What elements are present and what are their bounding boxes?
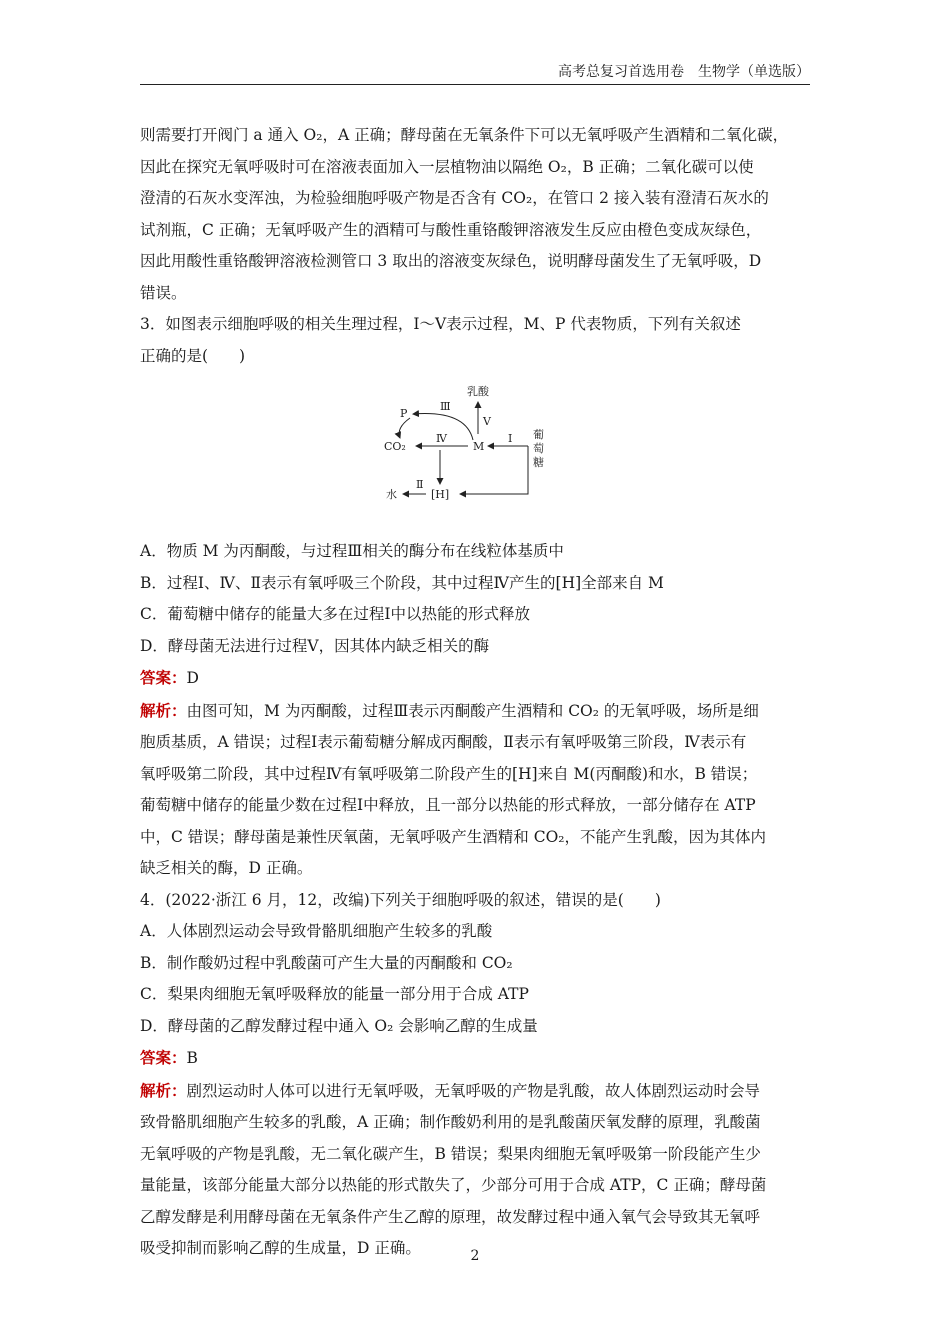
label-glucose-3: 糖: [533, 456, 544, 469]
label-iii: Ⅲ: [440, 400, 451, 413]
text-line: 则需要打开阀门 a 通入 O₂，A 正确；酵母菌在无氧条件下可以无氧呼吸产生酒精和二氧化碳，: [140, 126, 789, 144]
analysis-text: 剧烈运动时人体可以进行无氧呼吸，无氧呼吸的产物是乳酸，故人体剧烈运动时会导: [186, 1081, 761, 1100]
question-stem: 正确的是( ): [140, 346, 246, 365]
analysis-line: 葡萄糖中储存的能量少数在过程Ⅰ中释放，且一部分以热能的形式释放，一部分储存在 ATP: [140, 796, 756, 814]
option-c: C．梨果肉细胞无氧呼吸释放的能量一部分用于合成 ATP: [140, 985, 529, 1003]
answer-label: 答案：: [140, 1048, 187, 1067]
analysis-line: [140, 1075, 812, 1108]
analysis-line: 无氧呼吸的产物是乳酸，无二氧化碳产生，B 错误；梨果肉细胞无氧呼吸第一阶段能产生少: [140, 1144, 761, 1163]
text-line: 错误。: [140, 283, 187, 302]
arrow-p-co2: [399, 418, 410, 438]
answer-label: 答案：: [140, 668, 187, 687]
analysis-label: 解析：: [140, 700, 187, 720]
analysis-line: 氧呼吸第二阶段，其中过程Ⅳ有氧呼吸第二阶段产生的[H]来自 M(丙酮酸)和水，B 错误；: [140, 764, 758, 783]
answer-line: [140, 662, 812, 695]
text-line: 试剂瓶，C 正确；无氧呼吸产生的酒精可与酸性重铬酸钾溶液发生反应由橙色变成灰绿色，: [140, 220, 762, 239]
line-glucose-h: [460, 446, 528, 494]
header-title: 高考总复习首选用卷 生物学（单选版）: [558, 64, 810, 80]
label-v: Ⅴ: [483, 415, 491, 428]
answer-line: [140, 1042, 812, 1075]
label-lactic: 乳酸: [467, 385, 489, 398]
question-4: [140, 885, 812, 1265]
respiration-diagram: [140, 380, 812, 530]
text-line: 因此用酸性重铬酸钾溶液检测管口 3 取出的溶液变灰绿色，说明酵母菌发生了无氧呼吸，D: [140, 252, 762, 270]
option-d: D．酵母菌无法进行过程Ⅴ，因其体内缺乏相关的酶: [140, 636, 490, 655]
label-m: M: [473, 440, 485, 453]
label-h: [H]: [431, 488, 450, 501]
analysis-line: 缺乏相关的酶，D 正确。: [140, 859, 313, 877]
analysis-line: 乙醇发酵是利用酵母菌在无氧条件产生乙醇的原理，故发酵过程中通入氧气会导致其无氧呼: [140, 1207, 761, 1226]
prev-analysis: [140, 120, 812, 309]
label-ii: Ⅱ: [416, 478, 424, 491]
analysis-line: [140, 695, 812, 728]
label-glucose-2: 萄: [533, 442, 544, 455]
label-p: P: [400, 407, 408, 420]
page-number: 2: [470, 1248, 480, 1264]
analysis-line: 胞质基质，A 错误；过程Ⅰ表示葡萄糖分解成丙酮酸，Ⅱ表示有氧呼吸第三阶段，Ⅳ表示有: [140, 733, 747, 751]
analysis-label: 解析：: [140, 1080, 187, 1100]
analysis-line: 吸受抑制而影响乙醇的生成量，D 正确。: [140, 1239, 421, 1257]
question-stem: 3．如图表示细胞呼吸的相关生理过程，Ⅰ～Ⅴ表示过程，M、P 代表物质，下列有关叙述: [140, 315, 741, 333]
label-i: Ⅰ: [508, 432, 513, 445]
answer-value: B: [186, 1049, 198, 1067]
question-3: [140, 309, 812, 885]
text-line: 因此在探究无氧呼吸时可在溶液表面加入一层植物油以隔绝 O₂，B 正确；二氧化碳可以使: [140, 157, 754, 176]
option-a: A．物质 M 为丙酮酸，与过程Ⅲ相关的酶分布在线粒体基质中: [140, 542, 564, 560]
analysis-line: 致骨骼肌细胞产生较多的乳酸，A 正确；制作酸奶利用的是乳酸菌厌氧发酵的原理，乳酸菌: [140, 1113, 761, 1131]
text-line: 澄清的石灰水变浑浊，为检验细胞呼吸产物是否含有 CO₂，在管口 2 接入装有澄清石灰水的: [140, 189, 769, 207]
option-c: C．葡萄糖中储存的能量大多在过程Ⅰ中以热能的形式释放: [140, 605, 530, 623]
label-glucose-1: 葡: [533, 428, 544, 441]
option-b: B．过程Ⅰ、Ⅳ、Ⅱ表示有氧呼吸三个阶段，其中过程Ⅳ产生的[H]全部来自 M: [140, 573, 664, 592]
option-d: D．酵母菌的乙醇发酵过程中通入 O₂ 会影响乙醇的生成量: [140, 1016, 538, 1035]
analysis-line: 中，C 错误；酵母菌是兼性厌氧菌，无氧呼吸产生酒精和 CO₂，不能产生乳酸，因为其体内: [140, 827, 766, 846]
label-iv: Ⅳ: [436, 432, 447, 445]
page-header: [140, 62, 810, 85]
diagram-svg: [378, 380, 578, 520]
analysis-text: 由图可知，M 为丙酮酸，过程Ⅲ表示丙酮酸产生酒精和 CO₂ 的无氧呼吸，场所是细: [186, 701, 759, 720]
answer-value: D: [186, 669, 199, 687]
option-b: B．制作酸奶过程中乳酸菌可产生大量的丙酮酸和 CO₂: [140, 953, 513, 972]
label-water: 水: [386, 488, 397, 501]
label-co2: CO₂: [384, 440, 406, 453]
analysis-line: 量能量，该部分能量大部分以热能的形式散失了，少部分可用于合成 ATP，C 正确；酵母菌: [140, 1176, 767, 1194]
page-content: [140, 120, 812, 1265]
question-stem: 4．(2022·浙江 6 月，12，改编)下列关于细胞呼吸的叙述，错误的是( ): [140, 890, 661, 909]
option-a: A．人体剧烈运动会导致骨骼肌细胞产生较多的乳酸: [140, 922, 493, 940]
